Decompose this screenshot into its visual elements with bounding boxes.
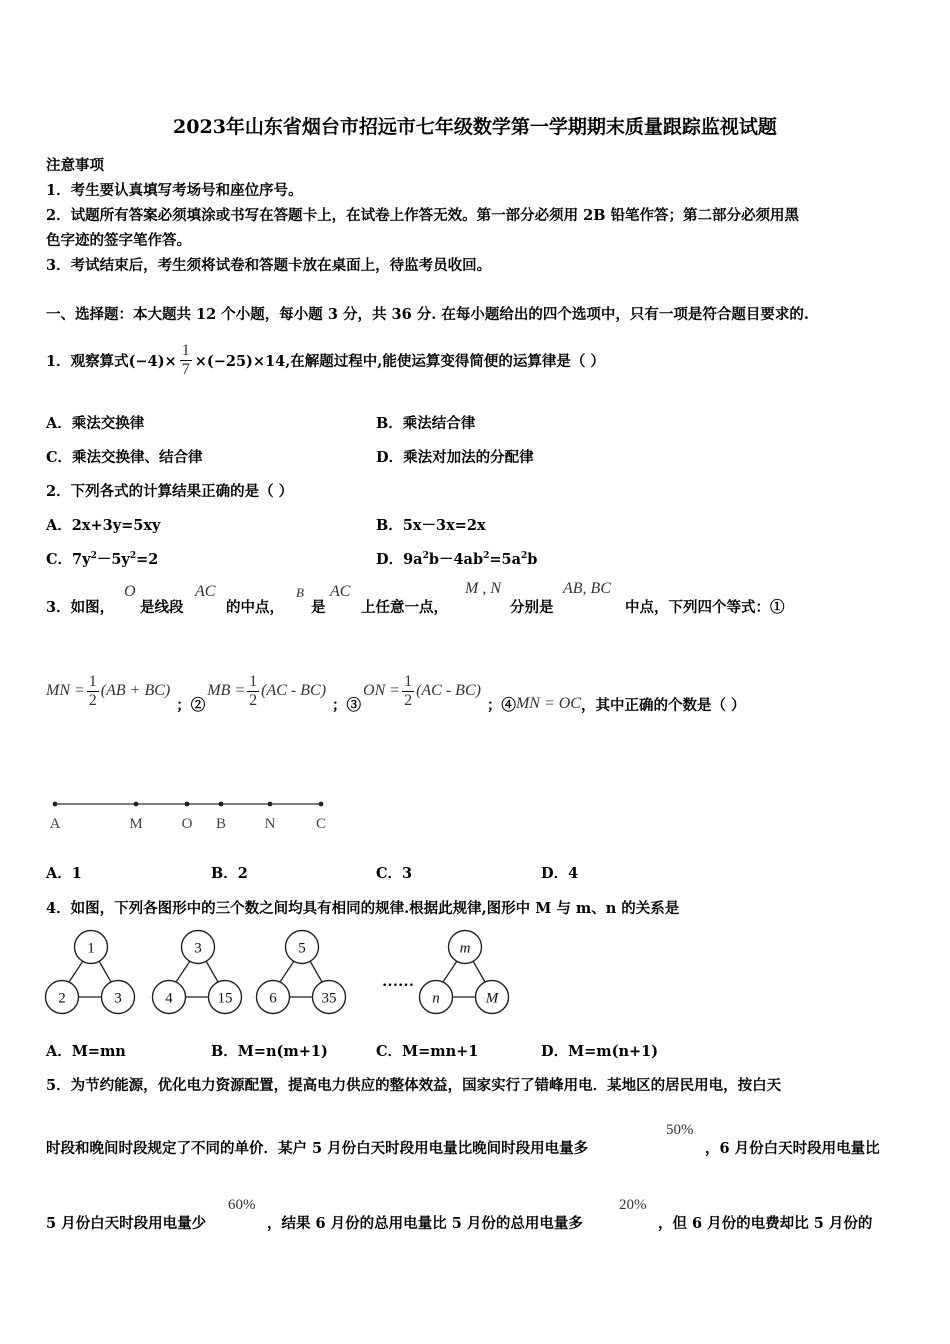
edge	[69, 961, 83, 982]
q3-p4: 是	[311, 599, 326, 616]
q2-d-part: b	[527, 551, 538, 568]
point-n	[268, 802, 273, 807]
f1-lhs: MN =	[46, 682, 85, 699]
q3-formula-row	[46, 666, 746, 716]
q5-line-2-post: ，6 月份白天时段用电量比	[705, 1140, 880, 1157]
q3-tail: ，其中正确的个数是（ ）	[580, 696, 746, 714]
q3-p3: 的中点，	[226, 599, 284, 616]
f1-rhs: (AB + BC)	[100, 682, 171, 699]
q2-d-sup: 2	[521, 551, 528, 562]
notice-item-1: 1．考生要认真填写考场号和座位序号。	[46, 182, 303, 199]
point-label-c: C	[315, 816, 327, 832]
notice-item-3: 3．考试结束后，考生须将试卷和答题卡放在桌面上，待监考员收回。	[46, 257, 492, 274]
q2-c-part: C．7y	[46, 551, 91, 568]
edge	[473, 961, 485, 982]
f4: MN = OC	[515, 695, 581, 712]
page-title: 2023年山东省烟台市招远市七年级数学第一学期期末质量跟踪监视试题	[173, 116, 777, 138]
q5-line-3-mid: ，结果 6 月份的总用电量比 5 月份的总用电量多	[267, 1215, 583, 1232]
q5-line-3-post: ，但 6 月份的电费却比 5 月份的	[658, 1215, 873, 1232]
q1-frac-den: 7	[181, 360, 190, 378]
q3-option-b: B．2	[211, 865, 248, 882]
q5-line-3-pre: 5 月份白天时段用电量少	[46, 1215, 207, 1232]
q3-AC-2: AC	[330, 583, 351, 600]
q1-fraction	[180, 342, 192, 379]
q1-frac-num: 1	[181, 341, 190, 359]
q3-O: O	[124, 583, 136, 600]
node-label-right: 3	[114, 990, 122, 1007]
node-label-top: 1	[87, 940, 95, 957]
question-2-stem: 2．下列各式的计算结果正确的是（ ）	[46, 483, 294, 500]
edge	[176, 961, 190, 982]
node-label-right: 15	[217, 990, 233, 1007]
point-label-m: M	[129, 816, 143, 832]
q2-c-sup: 2	[129, 551, 137, 562]
q1-option-d: D．乘法对加法的分配律	[376, 449, 534, 466]
q5-line-1: 5．为节约能源，优化电力资源配置，提高电力供应的整体效益，国家实行了错峰用电．某地区的居民用电，按白天	[46, 1077, 782, 1094]
q3-MN: M , N	[465, 580, 501, 597]
node-label-top: m	[459, 940, 471, 957]
q1-pre: 1．观察算式(−4)×	[46, 352, 177, 370]
q5-line-2-pre: 时段和晚间时段规定了不同的单价．某户 5 月份白天时段用电量比晚间时段用电量多	[46, 1140, 589, 1157]
half-den: 2	[404, 691, 413, 709]
sep-4: ；④	[486, 696, 516, 714]
q1-option-a: A．乘法交换律	[46, 415, 145, 432]
q2-d-part: =5a	[489, 551, 521, 568]
q2-c-part: －5y	[96, 551, 130, 568]
q4-figures	[40, 925, 510, 1025]
q4-figure-1	[46, 931, 135, 1014]
f1-half	[87, 673, 99, 710]
half-den: 2	[88, 691, 97, 709]
q3-AC: AC	[195, 583, 216, 600]
q2-c-part: =2	[136, 551, 159, 568]
q3-p1: 3．如图，	[46, 599, 115, 616]
node-label-right: 35	[321, 990, 337, 1007]
node-label-left: 6	[269, 990, 277, 1007]
sep-2: ；②	[176, 696, 206, 714]
q2-d-sup: 2	[422, 551, 429, 562]
question-4-stem: 4．如图，下列各图形中的三个数之间均具有相同的规律.根据此规律,图形中 M 与 m、n 的关系是	[46, 900, 680, 917]
q3-B: B	[296, 585, 304, 600]
notice-item-2-cont: 色字迹的签字笔作答。	[46, 232, 191, 249]
q3-p5: 上任意一点，	[361, 599, 448, 616]
q4-figure-2	[153, 931, 242, 1014]
q3-option-d: D．4	[541, 865, 579, 882]
node-label-right: M	[485, 990, 499, 1007]
q2-d-part: D．9a	[376, 551, 423, 568]
q2-d-part: b－4ab	[428, 551, 484, 568]
question-1-stem	[46, 332, 605, 388]
q5-pct-50: 50%	[666, 1122, 694, 1138]
point-m	[134, 802, 139, 807]
notice-heading: 注意事项	[46, 157, 104, 174]
q2-option-b: B．5x－3x=2x	[376, 517, 486, 534]
q5-pct-20: 20%	[619, 1197, 647, 1213]
node-label-top: 5	[298, 940, 306, 957]
q2-option-d	[376, 548, 537, 569]
q1-option-c: C．乘法交换律、结合律	[46, 449, 203, 466]
edge	[310, 961, 322, 982]
q4-figure-4	[420, 931, 509, 1014]
point-label-o: O	[181, 816, 193, 832]
edge	[206, 961, 218, 982]
point-label-b: B	[215, 816, 227, 832]
q4-option-a: A．M=mn	[46, 1043, 126, 1060]
q3-ABBC: AB, BC	[563, 580, 611, 597]
point-label-n: N	[264, 816, 276, 832]
node-label-left: 2	[58, 990, 66, 1007]
section-heading: 一、选择题：本大题共 12 个小题，每小题 3 分，共 36 分. 在每小题给出的四个选项中，只有一项是符合题目要求的.	[46, 306, 809, 323]
notice-item-2: 2．试题所有答案必须填涂或书写在答题卡上，在试卷上作答无效。第一部分必须用 2B 铅笔作答；第二部分必须用黑	[46, 207, 800, 224]
q3-p6: 分别是	[510, 599, 554, 616]
q3-p7: 中点，下列四个等式：①	[625, 599, 785, 616]
q5-pct-60: 60%	[228, 1197, 256, 1213]
f2-lhs: MB =	[207, 682, 246, 699]
f2-half	[247, 673, 259, 710]
q3-option-c: C．3	[376, 865, 413, 882]
point-o	[185, 802, 190, 807]
edge	[280, 961, 294, 982]
q3-option-a: A．1	[46, 865, 82, 882]
node-label-left: 4	[165, 990, 173, 1007]
node-label-left: n	[432, 990, 440, 1007]
f3-half	[402, 673, 414, 710]
q3-line-diagram	[40, 790, 340, 834]
q2-d-sup: 2	[483, 551, 490, 562]
q4-figure-3	[257, 931, 346, 1014]
half-num: 1	[88, 672, 97, 690]
q1-option-b: B．乘法结合律	[376, 415, 476, 432]
q4-option-d: D．M=m(n+1)	[541, 1043, 659, 1060]
q2-option-a: A．2x+3y=5xy	[46, 517, 161, 534]
point-label-a: A	[49, 816, 61, 832]
q4-dots: ……	[382, 973, 414, 990]
q2-c-sup: 2	[90, 551, 97, 562]
node-label-top: 3	[194, 940, 202, 957]
edge	[443, 961, 457, 982]
f2-rhs: (AC - BC)	[261, 682, 327, 699]
point-a	[53, 802, 58, 807]
point-b	[219, 802, 224, 807]
half-den: 2	[249, 691, 258, 709]
f3-rhs: (AC - BC)	[416, 682, 481, 699]
q4-option-c: C．M=mn+1	[376, 1043, 479, 1060]
point-c	[319, 802, 324, 807]
q3-p2: 是线段	[140, 599, 184, 616]
q4-option-b: B．M=n(m+1)	[211, 1043, 328, 1060]
q1-post: ×(−25)×14,在解题过程中,能使运算变得简便的运算律是（ ）	[194, 352, 605, 370]
f3-lhs: ON =	[363, 682, 401, 699]
sep-3: ；③	[332, 696, 362, 714]
half-num: 1	[404, 672, 413, 690]
edge	[99, 961, 111, 982]
half-num: 1	[249, 672, 258, 690]
q2-option-c	[46, 548, 158, 569]
